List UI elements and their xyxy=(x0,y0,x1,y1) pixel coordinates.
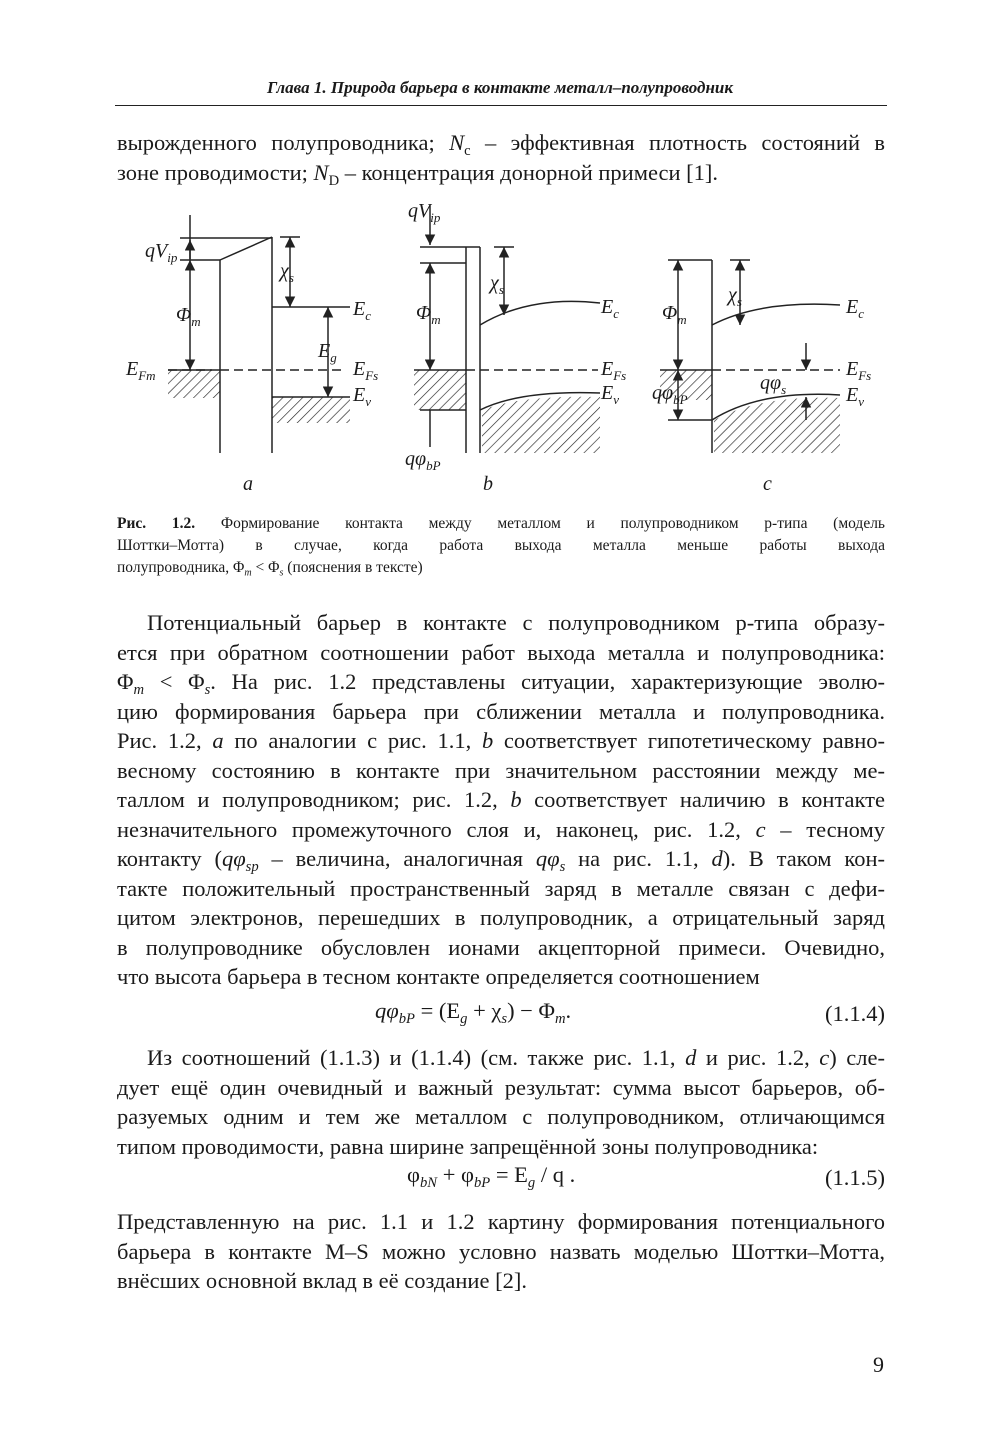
para1-line: Потенциальный барьер в контакте с полупроводником p-типа образу- xyxy=(147,610,885,635)
para2-line: разуемых одним и тем же металлом с полупроводником, отличающимся xyxy=(117,1104,885,1129)
label-efs-a: $E_{Fs}$ xyxy=(353,358,379,383)
label-ec-b: $E_c$ xyxy=(601,296,619,321)
label-qphis-c: $q\varphi_s$ xyxy=(760,372,787,397)
page-number: 9 xyxy=(873,1352,884,1377)
para3-line: Представленную на рис. 1.1 и 1.2 картину формирования потенциального xyxy=(117,1209,885,1234)
para2-line: дует ещё один очевидный и важный результат: сумма высот барьеров, об- xyxy=(117,1074,885,1100)
para1-line: Рис. 1.2, a по аналогии с рис. 1.1, b соответствует гипотетическому равно- xyxy=(117,728,885,753)
para1-line: весному состоянию в контакте при значительном расстоянии между ме- xyxy=(117,757,885,783)
label-efs-b: $E_{Fs}$ xyxy=(601,358,627,383)
label-qphibp-c: $q\varphi_{bP}$ xyxy=(652,382,688,407)
label-chis-c: $\chi_s$ xyxy=(728,284,742,309)
caption-line-1: Рис. 1.2. Формирование контакта между металлом и полупроводником p-типа (модель xyxy=(117,515,886,532)
running-header: Глава 1. Природа барьера в контакте металл–полупроводник xyxy=(267,78,733,97)
panel-b-label: b xyxy=(483,473,493,495)
label-ev-b: $E_v$ xyxy=(601,382,619,407)
para3-line: барьера в контакте M–S можно условно назвать моделью Шоттки–Мотта, xyxy=(117,1238,885,1264)
intro-line-2: зоне проводимости; $N_D$ – концентрация донорной примеси [1]. xyxy=(117,159,718,189)
equation-1-1-5: $\varphi_{bN} + \varphi_{bP} = E_g / q$ . xyxy=(407,1162,576,1192)
panel-a-label: a xyxy=(243,473,253,495)
panel-a-diagram xyxy=(168,215,350,453)
label-efs-c: $E_{Fs}$ xyxy=(846,358,872,383)
panel-c-diagram xyxy=(660,260,840,453)
panel-b-diagram xyxy=(414,205,600,453)
label-qvip-a: $qV_{ip}$ xyxy=(145,240,178,265)
paragraph-1 xyxy=(117,608,885,992)
equation-number-1-1-5: (1.1.5) xyxy=(825,1165,885,1190)
label-phim-c: $\Phi_m$ xyxy=(662,302,687,327)
para1-line: контакту ($q\varphi_{sp}$ – величина, аналогичная $q\varphi_s$ на рис. 1.1, d). В таком кон- xyxy=(117,846,885,876)
label-ec-a: $E_c$ xyxy=(353,298,371,323)
label-phim-a: $\Phi_m$ xyxy=(176,304,201,329)
intro-paragraph xyxy=(117,128,885,187)
label-chis-a: $\chi_s$ xyxy=(280,260,294,285)
header-rule xyxy=(115,105,887,106)
para1-line: что высота барьера в тесном контакте определяется соотношением xyxy=(117,964,760,989)
panel-c-label: c xyxy=(763,473,772,495)
label-ev-a: $E_v$ xyxy=(353,384,371,409)
intro-line-1: вырожденного полупроводника; $N_c$ – эффективная плотность состояний в xyxy=(117,130,885,160)
para1-line: в полупроводнике обусловлен ионами акцепторной примеси. Очевидно, xyxy=(117,934,885,960)
label-efm-a: $E_{Fm}$ xyxy=(126,358,156,383)
label-qphibp-b: $q\varphi_{bP}$ xyxy=(405,448,441,473)
label-ec-c: $E_c$ xyxy=(846,296,864,321)
figure-caption xyxy=(117,513,885,579)
label-ev-c: $E_v$ xyxy=(846,384,864,409)
label-qvip-b: $qV_{ip}$ xyxy=(408,200,441,225)
para1-line: такте положительный пространственный заряд в металле связан с дефи- xyxy=(117,875,885,901)
caption-line-3: полупроводника, $\Phi_m < \Phi_s$ (пояснения в тексте) xyxy=(117,559,423,579)
para1-line: таллом и полупроводником; рис. 1.2, b соответствует наличию в контакте xyxy=(117,787,886,812)
equation-1-1-4: $q\varphi_{bP} = (E_g + \chi_s) - \Phi_m$. xyxy=(375,998,572,1028)
paragraph-2 xyxy=(117,1043,885,1161)
para1-line: незначительного промежуточного слоя и, наконец, рис. 1.2, c – тесному xyxy=(117,816,885,842)
label-eg-a: $E_g$ xyxy=(318,340,337,365)
para1-line: ется при обратном соотношении работ выхода металла и полупроводника: xyxy=(117,639,885,665)
para1-line: $\Phi_m < \Phi_s$. На рис. 1.2 представлены ситуации, характеризующие эволю- xyxy=(117,669,885,699)
label-chis-b: $\chi_s$ xyxy=(490,272,504,297)
equation-number-1-1-4: (1.1.4) xyxy=(825,1001,885,1026)
label-phim-b: $\Phi_m$ xyxy=(416,302,441,327)
para2-line: Из соотношений (1.1.3) и (1.1.4) (см. также рис. 1.1, d и рис. 1.2, c) сле- xyxy=(147,1045,886,1070)
para3-line: внёсших основной вклад в её создание [2]. xyxy=(117,1268,527,1293)
paragraph-3 xyxy=(117,1207,885,1296)
caption-line-2: Шоттки–Мотта) в случае, когда работа выхода металла меньше работы выхода xyxy=(117,537,885,554)
para1-line: цитом электронов, перешедших в полупроводник, а отрицательный заряд xyxy=(117,905,885,930)
para2-line: типом проводимости, равна ширине запрещённой зоны полупроводника: xyxy=(117,1133,819,1159)
para1-line: цию формирования барьера при сближении металла и полупроводника. xyxy=(117,698,885,724)
band-diagram-figure xyxy=(0,185,1005,505)
